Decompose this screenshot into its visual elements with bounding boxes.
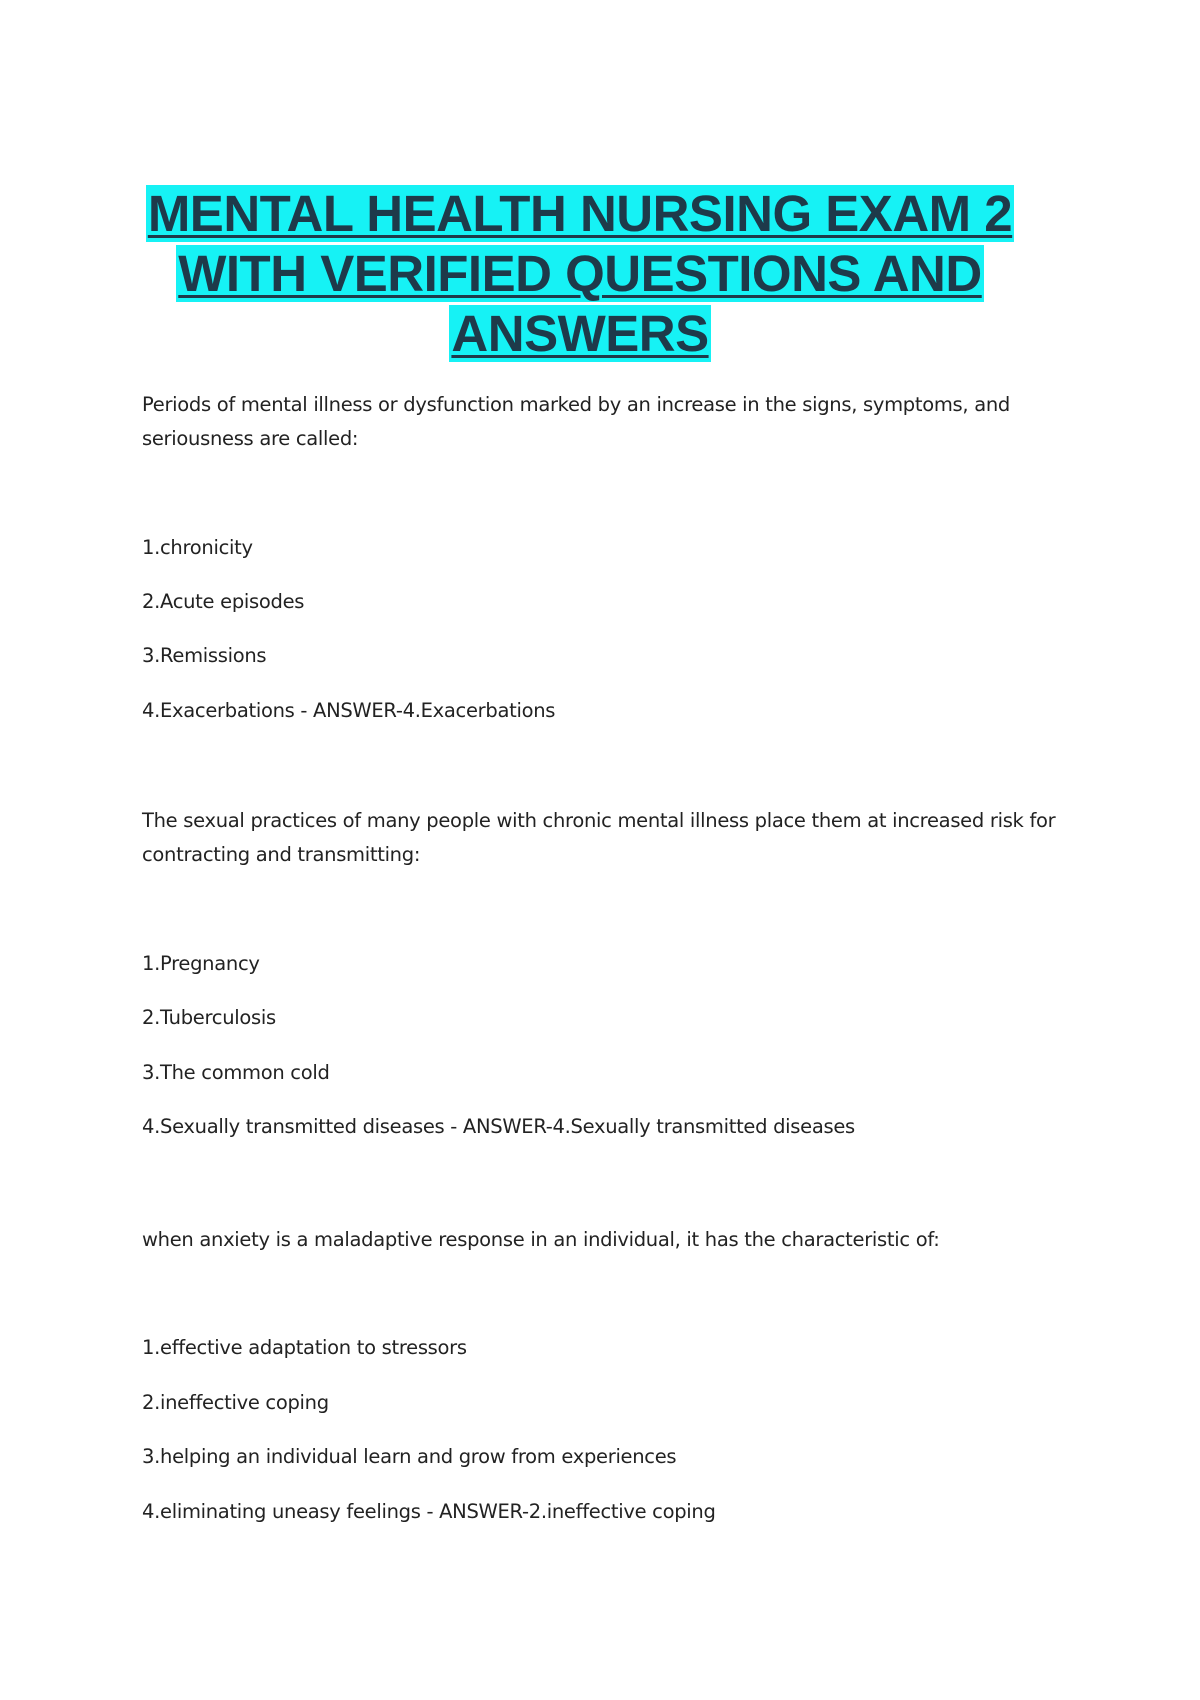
- question-2-option-4-answer: 4.Sexually transmitted diseases - ANSWER-4.Sexually transmitted diseases: [142, 1115, 855, 1138]
- question-1-option-3: 3.Remissions: [142, 644, 267, 667]
- question-3-option-4-answer: 4.eliminating uneasy feelings - ANSWER-2.ineffective coping: [142, 1500, 716, 1523]
- question-2-prompt: The sexual practices of many people with chronic mental illness place them at increased risk for contracting and transmitting:: [142, 809, 1056, 866]
- question-3-option-3: 3.helping an individual learn and grow from experiences: [142, 1445, 677, 1468]
- question-2-option-1: 1.Pregnancy: [142, 952, 260, 975]
- question-3-option-2: 2.ineffective coping: [142, 1391, 329, 1414]
- question-1-prompt: Periods of mental illness or dysfunction marked by an increase in the signs, symptoms, and seriousness are called:: [142, 393, 1011, 450]
- question-1-option-4-answer: 4.Exacerbations - ANSWER-4.Exacerbations: [142, 699, 556, 722]
- question-3-option-1: 1.effective adaptation to stressors: [142, 1336, 467, 1359]
- question-2-option-3: 3.The common cold: [142, 1061, 330, 1084]
- question-2-option-2: 2.Tuberculosis: [142, 1006, 276, 1029]
- question-1-option-2: 2.Acute episodes: [142, 590, 305, 613]
- question-3-prompt: when anxiety is a maladaptive response in an individual, it has the characteristic of:: [142, 1228, 940, 1251]
- question-1-option-1: 1.chronicity: [142, 536, 253, 559]
- document-title-text: MENTAL HEALTH NURSING EXAM 2 WITH VERIFIED QUESTIONS AND ANSWERS: [147, 185, 1013, 363]
- document-title: [120, 184, 1040, 364]
